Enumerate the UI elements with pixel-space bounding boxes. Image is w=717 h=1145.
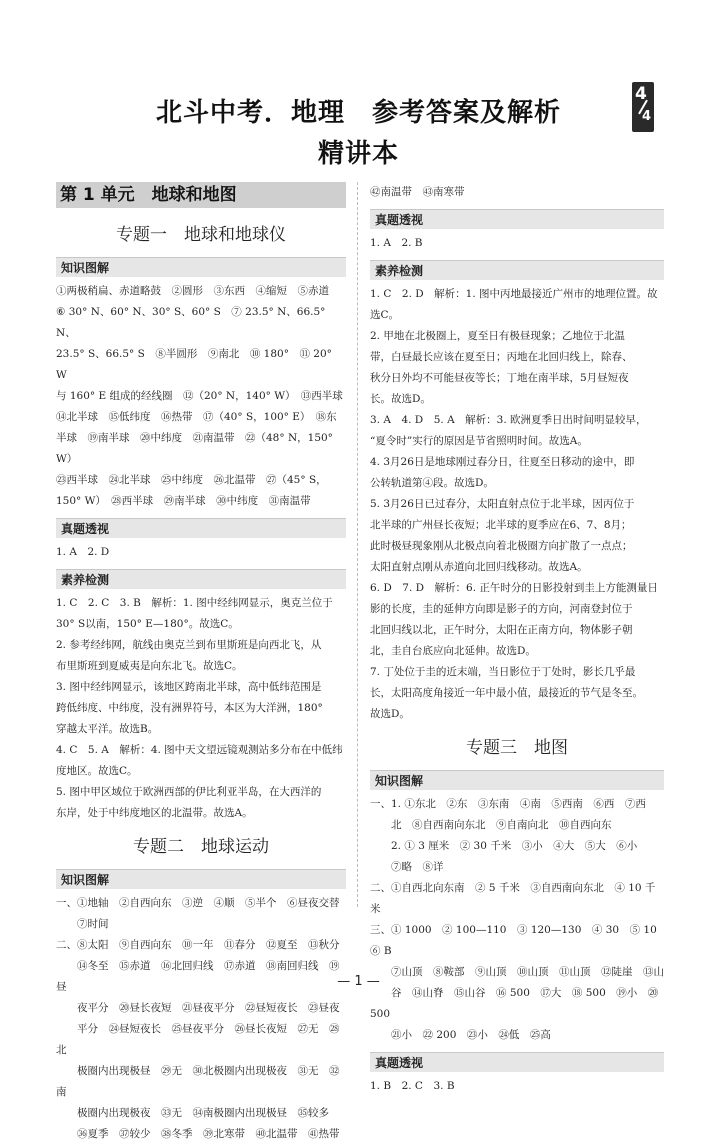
section-knowledge: 知识图解 [56,257,346,277]
knowledge-line: ㊱夏季 ㊲较少 ㊳冬季 ㊴北寒带 ㊵北温带 ㊶热带 [56,1128,340,1140]
quality-line: 公转轨道第④段。故选D。 [370,477,494,489]
left-column [56,182,346,1145]
true-answers: 1. B 2. C 3. B [370,1080,455,1092]
section-knowledge: 知识图解 [56,869,346,889]
topic-title-2: 专题二 地球运动 [133,837,269,857]
knowledge-line: 2. ① 3 厘米 ② 30 千米 ③小 ④大 ⑤大 ⑥小 [370,840,638,852]
knowledge-line: 北 ⑧自西南向东北 ⑨自南向北 ⑩自西向东 [370,819,612,831]
quality-line: 1. C 2. C 3. B 解析：1. 图中经纬网显示，奥克兰位于 [56,597,333,609]
quality-line: 30° S以南，150° E—180°。故选C。 [56,618,239,630]
quality-line: 秋分日外均不可能昼夜等长；丁地在南半球，5月昼短夜 [370,372,629,384]
knowledge-block-2 [56,893,346,1145]
knowledge-line: ⑦时间 [56,918,109,930]
quality-line: 带，白昼最长应该在夏至日；丙地在北回归线上，除春、 [370,351,633,363]
quality-line: 故选D。 [370,708,410,720]
knowledge-line: ⑭北半球 ⑮低纬度 ⑯热带 ⑰（40° S，100° E） ⑱东 [56,411,337,423]
right-column [370,182,668,1099]
knowledge-line: ㉓西半球 ㉔北半球 ㉕中纬度 ㉖北温带 ㉗（45° S， [56,474,327,486]
quality-line: 选C。 [370,309,400,321]
knowledge-line: ⑦略 ⑧详 [370,861,444,873]
quality-line: 4. C 5. A 解析：4. 图中天文望远镜观测站多分布在中低纬 [56,744,343,756]
quality-line: 4. 3月26日是地球刚过春分日，往夏至日移动的途中，即 [370,456,635,468]
topic-title-1: 专题一 地球和地球仪 [116,225,286,245]
quality-line: 穿越太平洋。故选B。 [56,723,159,735]
quality-line: 6. D 7. D 解析：6. 正午时分的日影投射到圭上方能测量日 [370,582,658,594]
quality-block-1 [56,593,346,824]
knowledge-line: 极圈内出现极夜 ㉝无 ㉞南极圈内出现极昼 ㉟较多 [56,1107,329,1119]
quality-line: 北回归线以北，正午时分，太阳在正南方向，物体影子朝 [370,624,633,636]
quality-line: 影的长度，圭的延伸方向即是影子的方向，河南登封位于 [370,603,633,615]
quality-line: 长，太阳高度角接近一年中最小值，最接近的节气是冬至。 [370,687,643,699]
knowledge-line: 二、①自西北向东南 ② 5 千米 ③自西南向东北 ④ 10 千米 [370,882,656,915]
quality-line: 2. 参考经纬网，航线由奥克兰到布里斯班是向西北飞，从 [56,639,322,651]
knowledge-line: 一、①地轴 ②自西向东 ③逆 ④顺 ⑤半个 ⑥昼夜交替 [56,897,340,909]
knowledge-line: 谷 ⑭山脊 ⑮山谷 ⑯ 500 ⑰大 ⑱ 500 ⑲小 ⑳ 500 [370,987,659,1020]
knowledge-line: 平分 ㉔昼短夜长 ㉕昼夜平分 ㉖昼长夜短 ㉗无 ㉘北 [56,1023,340,1056]
badge-number-top: 4 [635,84,647,104]
knowledge-line: 23.5° S、66.5° S ⑧半圆形 ⑨南北 ⑩ 180° ⑪ 20° W [56,348,332,381]
knowledge-line: ⑭冬至 ⑮赤道 ⑯北回归线 ⑰赤道 ⑱南回归线 ⑲昼 [56,960,340,993]
knowledge-line: 一、1. ①东北 ②东 ③东南 ④南 ⑤西南 ⑥西 ⑦西 [370,798,646,810]
section-knowledge: 知识图解 [370,770,664,790]
quality-line: 度地区。故选C。 [56,765,138,777]
page-subtitle: 精讲本 [317,139,399,169]
quality-line: 太阳直射点刚从赤道向北回归线移动。故选A。 [370,561,588,573]
knowledge-line: 三、① 1000 ② 100—110 ③ 120—130 ④ 30 ⑤ 10 ⑥ B [370,924,668,957]
section-quality-check: 素养检测 [370,260,664,280]
quality-line: “夏令时”实行的原因是节省照明时间。故选A。 [370,435,588,447]
knowledge-block-3 [370,794,668,1046]
knowledge-line: ㉑小 ㉒ 200 ㉓小 ㉔低 ㉕高 [370,1029,551,1041]
continued-line: ㊷南温带 ㊸南寒带 [370,186,465,198]
knowledge-line: 极圈内出现极昼 ㉙无 ㉚北极圈内出现极夜 ㉛无 ㉜南 [56,1065,340,1098]
quality-line: 3. A 4. D 5. A 解析：3. 欧洲夏季日出时间明显较早， [370,414,647,426]
true-answers: 1. A 2. B [370,237,423,249]
true-answers: 1. A 2. D [56,546,110,558]
knowledge-line: ①两极稍扁、赤道略鼓 ②圆形 ③东西 ④缩短 ⑤赤道 [56,285,329,297]
topic-title-3: 专题三 地图 [466,738,568,758]
quality-line: 布里斯班到夏威夷是向东北飞。故选C。 [56,660,243,672]
quality-line: 东岸，处于中纬度地区的北温带。故选A。 [56,807,253,819]
knowledge-line: ⑦山顶 ⑧鞍部 ⑨山顶 ⑩山顶 ⑪山顶 ⑫陡崖 ⑬山 [370,966,664,978]
quality-line: 跨低纬度、中纬度，没有洲界符号，本区为大洋洲，180° [56,702,323,714]
knowledge-line: ⑥ 30° N、60° N、30° S、60° S ⑦ 23.5° N、66.5° N、 [56,306,326,339]
section-true-questions: 真题透视 [56,518,346,538]
section-true-questions: 真题透视 [370,209,664,229]
badge-number-bottom: 4 [642,109,652,124]
column-divider [357,182,358,907]
quality-line: 长。故选D。 [370,393,431,405]
quality-line: 此时极昼现象刚从北极点向着北极圈方向扩散了一点点； [370,540,633,552]
knowledge-line: 半球 ⑲南半球 ⑳中纬度 ㉑南温带 ㉒（48° N，150° W） [56,432,333,465]
page-title: 北斗中考．地理 参考答案及解析 [155,98,561,128]
quality-line: 北，圭自台底应向北延伸。故选D。 [370,645,536,657]
page-number: — 1 — [337,974,380,989]
quality-line: 7. 丁处位于圭的近末端，当日影位于丁处时，影长几乎最 [370,666,636,678]
quality-line: 1. C 2. D 解析：1. 图中丙地最接近广州市的地理位置。故 [370,288,658,300]
knowledge-line: 与 160° E 组成的经线圈 ⑫（20° N，140° W） ⑬西半球 [56,390,343,402]
quality-line: 北半球的广州昼长夜短；北半球的夏季应在6、7、8月； [370,519,632,531]
section-true-questions: 真题透视 [370,1052,664,1072]
knowledge-line: 150° W） ㉘西半球 ㉙南半球 ㉚中纬度 ㉛南温带 [56,495,311,507]
quality-line: 3. 图中经纬网显示，该地区跨南北半球，高中低纬范围是 [56,681,322,693]
quality-line: 5. 3月26日已过春分，太阳直射点位于北半球，因丙位于 [370,498,635,510]
section-quality-check: 素养检测 [56,569,346,589]
volume-badge [632,82,654,132]
knowledge-block-1 [56,281,346,512]
knowledge-line: 二、⑧太阳 ⑨自西向东 ⑩一年 ⑪春分 ⑫夏至 ⑬秋分 [56,939,340,951]
quality-line: 2. 甲地在北极圈上，夏至日有极昼现象；乙地位于北温 [370,330,625,342]
knowledge-line: 夜平分 ⑳昼长夜短 ㉑昼夜平分 ㉒昼短夜长 ㉓昼夜 [56,1002,340,1014]
unit-title: 第 1 单元 地球和地图 [56,182,346,208]
quality-block-2 [370,284,664,725]
quality-line: 5. 图中甲区域位于欧洲西部的伊比利亚半岛，在大西洋的 [56,786,322,798]
